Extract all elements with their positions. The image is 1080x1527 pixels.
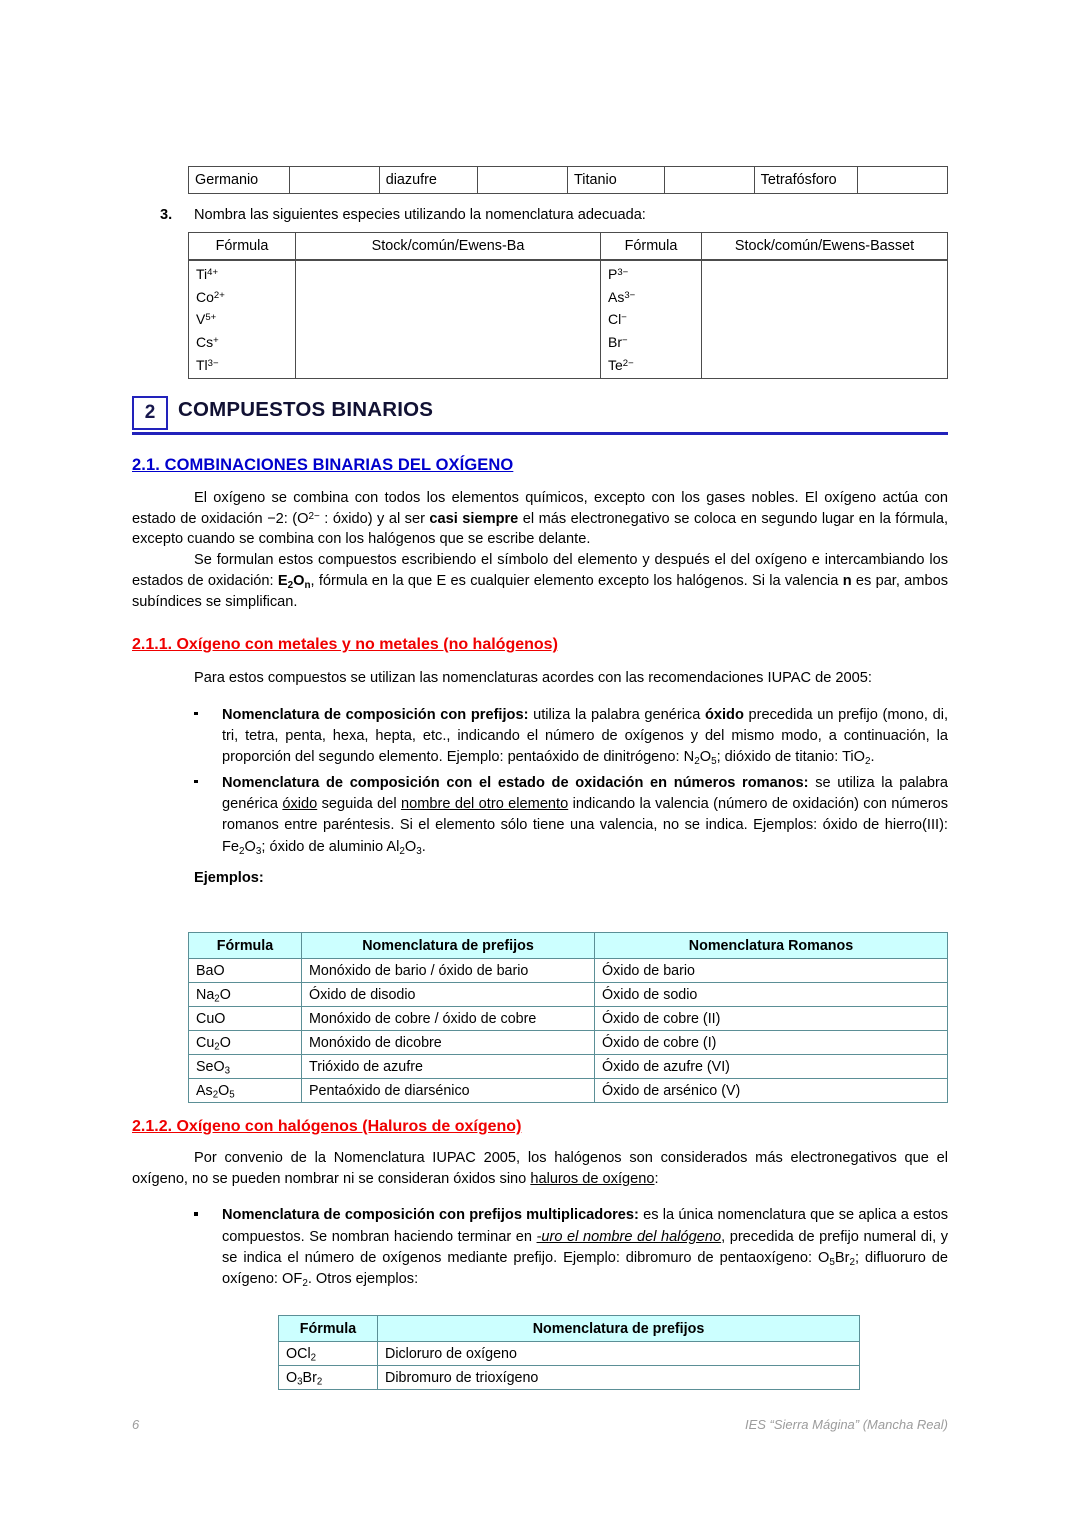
text-run: . Otros ejemplos: <box>307 1271 419 1288</box>
text-run: indicando la valencia (número de oxidación) con números romanos entre paréntesis. Si el elemento sólo tiene una valencia, no se indica. Ejemplos: óxido de hierro(III): Fe <box>222 795 948 855</box>
col-header-formula: Fórmula <box>189 933 302 959</box>
cell-element-name[interactable]: diazufre <box>379 167 477 194</box>
paragraph-oxygen-intro <box>132 488 948 550</box>
table-header-row <box>189 933 948 959</box>
cell-formula: $As_2O_5$ <box>189 1079 302 1103</box>
text-run: es par, ambos subíndices se simplifican. <box>132 572 948 610</box>
cell-romanos: Óxido de bario <box>595 959 948 983</box>
heading-2-1-2: 2.1.2. Oxígeno con halógenos (Haluros de oxígeno) <box>132 1118 522 1135</box>
text-emphasis: n <box>842 572 852 589</box>
chapter-banner <box>132 396 948 436</box>
text-run: precedida un prefijo (mono, di, tri, tetra, penta, hexa, hepta, etc., indicando el número de oxígenos y del mismo modo, a continuación, la proporción del segundo elemento. Ejemplo: pentaóxido de dinitrógeno: N <box>222 706 948 766</box>
subscript: 2 <box>302 1278 308 1290</box>
bullet-title: Nomenclatura de composición con el estado de oxidación en números romanos: <box>222 774 809 791</box>
ion-item: $As^{3-}$ <box>608 288 636 305</box>
col-header-nomenclature-left: Stock/común/Ewens-Ba <box>296 233 601 261</box>
text-run: Se formulan estos compuestos escribiendo el símbolo del elemento y después el del oxígeno e intercambiando los estados de oxidación: <box>132 552 948 589</box>
ion-item: Br− <box>608 334 628 351</box>
table-row <box>189 1079 948 1103</box>
text-underlined: óxido <box>282 795 318 812</box>
exercise-number: 3. <box>160 207 173 223</box>
table-row <box>279 1366 860 1390</box>
col-header-prefijos: Nomenclatura de prefijos <box>302 933 595 959</box>
text-run: O <box>699 749 712 766</box>
paragraph-halogen-intro <box>132 1148 948 1189</box>
text-run: E <box>277 572 288 589</box>
cell-answer-blank[interactable] <box>664 167 754 194</box>
paragraph-formulation <box>132 550 948 612</box>
superscript-charge: 2− <box>308 510 320 522</box>
text-run: . <box>421 838 426 855</box>
exercise-3-table <box>188 232 948 379</box>
chapter-number-box: 2 <box>132 396 168 430</box>
cell-answer-blank[interactable] <box>289 167 379 194</box>
bullet-romanos-text <box>222 773 948 858</box>
cell-element-name[interactable]: Titanio <box>568 167 665 194</box>
table-row <box>189 260 948 379</box>
cell-prefijos: Dicloruro de oxígeno <box>378 1342 860 1366</box>
cell-romanos: Óxido de azufre (VI) <box>595 1055 948 1079</box>
text-run: utiliza la palabra genérica <box>528 706 705 723</box>
subscript: 2 <box>694 756 700 768</box>
col-header-formula-left: Fórmula <box>189 233 296 261</box>
subscript: 2 <box>399 845 405 857</box>
text-run: el más electronegativo se coloca en segundo lugar en la fórmula, excepto cuando se combina con los halógenos que se escribe delante. <box>132 510 949 548</box>
cell-prefijos: Trióxido de azufre <box>302 1055 595 1079</box>
subscript: 5 <box>829 1256 835 1268</box>
subscript: 2 <box>849 1256 855 1268</box>
bullet-title: Nomenclatura de composición con prefijos: <box>222 706 529 723</box>
cell-prefijos: Dibromuro de trioxígeno <box>378 1366 860 1390</box>
cell-prefijos: Pentaóxido de diarsénico <box>302 1079 595 1103</box>
table-header-row <box>189 233 948 261</box>
cell-formula: CuO <box>189 1007 302 1031</box>
cell-answers-right[interactable] <box>702 260 948 379</box>
text-run: O <box>293 572 305 589</box>
exercise-3-prompt <box>160 207 950 223</box>
cell-romanos: Óxido de cobre (II) <box>595 1007 948 1031</box>
cell-romanos: Óxido de sodio <box>595 983 948 1007</box>
text-run: El oxígeno se combina con todos los elementos químicos, excepto con los gases nobles. El oxígeno actúa con estado de oxidación −2: (O <box>132 490 948 527</box>
table-row <box>189 1055 948 1079</box>
text-run: , precedida de prefijo numeral di, y se indica el número de oxígenos mediante prefijo. Ejemplo: dibromuro de pentaoxígeno: O <box>222 1228 948 1267</box>
ion-item: Cs+ <box>196 334 219 351</box>
ion-item: $Tl^{3-}$ <box>196 356 219 373</box>
cell-romanos: Óxido de arsénico (V) <box>595 1079 948 1103</box>
text-emphasis: óxido <box>704 706 744 723</box>
ion-item: $Co^{2+}$ <box>196 288 225 305</box>
col-header-formula-right: Fórmula <box>601 233 702 261</box>
cell-answer-blank[interactable] <box>858 167 948 194</box>
bullet-dot-icon <box>194 1212 198 1216</box>
text-run: O <box>244 838 256 855</box>
cell-answer-blank[interactable] <box>478 167 568 194</box>
table-row <box>189 1031 948 1055</box>
ion-item: Cl− <box>608 311 627 328</box>
table-row <box>189 983 948 1007</box>
text-run: Br <box>834 1250 850 1267</box>
text-underlined-italic: -uro el nombre del halógeno <box>536 1228 722 1245</box>
oxides-examples-table <box>188 932 948 1103</box>
subscript: 3 <box>255 845 262 857</box>
cell-romanos: Óxido de cobre (I) <box>595 1031 948 1055</box>
section-2-1-body <box>132 488 948 612</box>
ion-item: $Ti^{4+}$ <box>196 266 219 282</box>
text-run: ; dióxido de titanio: TiO <box>716 749 866 766</box>
formula-E2On <box>278 573 311 589</box>
cell-prefijos: Óxido de disodio <box>302 983 595 1007</box>
text-emphasis: casi siempre <box>429 510 519 527</box>
chapter-title: COMPUESTOS BINARIOS <box>178 398 434 421</box>
subscript: 5 <box>711 756 717 768</box>
cell-element-name[interactable]: Germanio <box>189 167 290 194</box>
bullet-multiplicadores <box>132 1205 948 1290</box>
cell-formula: $Na_2O$ <box>189 983 302 1007</box>
cell-ions-right <box>601 260 702 379</box>
col-header-formula: Fórmula <box>279 1316 378 1342</box>
col-header-romanos: Nomenclatura Romanos <box>595 933 948 959</box>
cell-formula: $Cu_2O$ <box>189 1031 302 1055</box>
examples-label: Ejemplos: <box>194 869 264 886</box>
text-run: seguida del <box>317 795 401 812</box>
cell-prefijos: Monóxido de dicobre <box>302 1031 595 1055</box>
text-run: ; difluoruro de oxígeno: OF <box>222 1250 948 1288</box>
text-run: : <box>654 1170 659 1187</box>
table-row <box>189 1007 948 1031</box>
footer-school-name: IES “Sierra Mágina” (Mancha Real) <box>744 1417 948 1432</box>
ion-item: $Te^{2-}$ <box>608 356 634 373</box>
text-run: , fórmula en la que E es cualquier elemento excepto los halógenos. Si la valencia <box>310 572 843 589</box>
bullet-title: Nomenclatura de composición con prefijos multiplicadores: <box>222 1207 639 1224</box>
table-row <box>189 167 948 194</box>
page-number: 6 <box>132 1417 140 1432</box>
cell-formula: OCl$_2$ <box>279 1342 378 1366</box>
subscript: 2 <box>287 579 294 591</box>
cell-element-name[interactable]: Tetrafósforo <box>754 167 857 194</box>
subscript: 3 <box>416 845 422 857</box>
text-underlined: haluros de oxígeno <box>530 1170 655 1187</box>
section-2-1-2-body <box>132 1148 948 1291</box>
table-row <box>279 1342 860 1366</box>
bullet-prefijos-text <box>222 705 948 769</box>
top-exercise-table <box>188 166 948 194</box>
cell-prefijos: Monóxido de cobre / óxido de cobre <box>302 1007 595 1031</box>
cell-answers-left[interactable] <box>296 260 601 379</box>
table-header-row <box>279 1316 860 1342</box>
text-run: se utiliza la palabra genérica <box>222 774 948 812</box>
subscript: n <box>304 579 311 591</box>
subscript: 2 <box>865 756 871 768</box>
text-run: . <box>870 749 875 766</box>
heading-2-1-1: 2.1.1. Oxígeno con metales y no metales (no halógenos) <box>132 636 558 653</box>
col-header-prefijos: Nomenclatura de prefijos <box>378 1316 860 1342</box>
paragraph-iupac-intro: Para estos compuestos se utilizan las nomenclaturas acordes con las recomendaciones IUPAC de 2005: <box>194 670 872 686</box>
ion-item: $V^{5+}$ <box>196 311 217 328</box>
cell-formula: $O_3Br_2$ <box>279 1366 378 1390</box>
heading-2-1: 2.1. COMBINACIONES BINARIAS DEL OXÍGENO <box>132 456 514 474</box>
section-2-1-1-body <box>132 668 948 889</box>
cell-formula: SeO$_3$ <box>189 1055 302 1079</box>
text-run: Por convenio de la Nomenclatura IUPAC 2005, los halógenos son considerados más electronegativos que el oxígeno, no se pueden nombrar ni se consideran óxidos sino <box>132 1150 948 1187</box>
chapter-underline-rule <box>132 432 948 435</box>
subscript: 2 <box>239 845 245 857</box>
text-underlined: nombre del otro elemento <box>400 795 569 812</box>
text-run: es la única nomenclatura que se aplica a estos compuestos. Se nombran haciendo terminar en <box>222 1207 948 1245</box>
cell-ions-left <box>189 260 296 379</box>
bullet-prefijos <box>132 705 948 769</box>
bullet-dot-icon <box>194 780 198 784</box>
text-run: O <box>404 838 417 855</box>
halides-examples-table <box>278 1315 860 1390</box>
bullet-dot-icon <box>194 712 198 716</box>
cell-formula: BaO <box>189 959 302 983</box>
cell-prefijos: Monóxido de bario / óxido de bario <box>302 959 595 983</box>
exercise-prompt-text: Nombra las siguientes especies utilizando la nomenclatura adecuada: <box>194 207 646 223</box>
ion-item: $P^{3-}$ <box>608 266 629 282</box>
bullet-romanos <box>132 773 948 858</box>
bullet-multiplicadores-text <box>222 1205 948 1290</box>
table-row <box>189 959 948 983</box>
text-run: ; óxido de aluminio Al <box>261 838 400 855</box>
text-run: : óxido) y al ser <box>319 510 430 527</box>
col-header-nomenclature-right: Stock/común/Ewens-Basset <box>702 233 948 261</box>
